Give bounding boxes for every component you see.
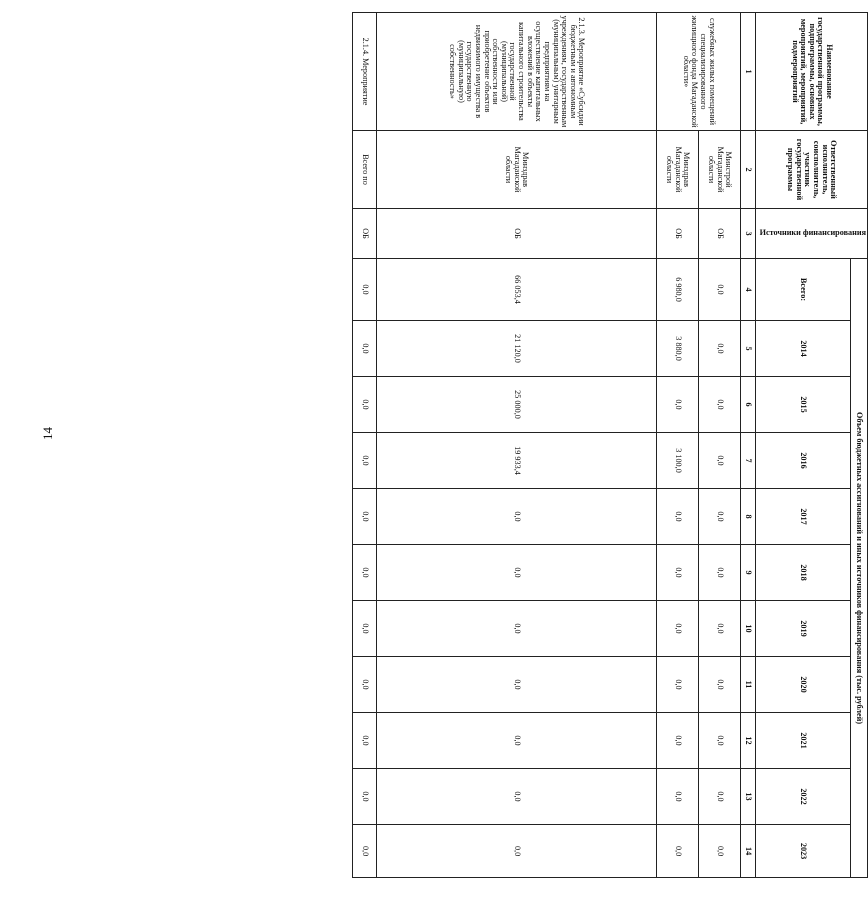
row-value: 0,0 bbox=[352, 713, 376, 769]
column-number: 4 bbox=[740, 259, 755, 321]
header-year: 2021 bbox=[755, 713, 850, 769]
row-value: 0,0 bbox=[376, 489, 656, 545]
column-number: 8 bbox=[740, 489, 755, 545]
column-number-row bbox=[740, 13, 755, 878]
funding-table-frame bbox=[352, 12, 868, 877]
row-value: 0,0 bbox=[656, 545, 698, 601]
row-value: 6 980,0 bbox=[656, 259, 698, 321]
header-year: 2020 bbox=[755, 657, 850, 713]
row-executor: Всего по bbox=[352, 131, 376, 209]
row-source: ОБ bbox=[376, 209, 656, 259]
row-value: 0,0 bbox=[656, 657, 698, 713]
row-value: 0,0 bbox=[376, 713, 656, 769]
row-value: 25 000,0 bbox=[376, 377, 656, 433]
row-name: служебных жилых помещений специализированного жилищного фонда Магаданской области» bbox=[656, 13, 740, 131]
header-source: Источники финансирования bbox=[759, 228, 866, 238]
table-row bbox=[698, 13, 740, 878]
row-value: 0,0 bbox=[698, 601, 740, 657]
row-value: 0,0 bbox=[376, 769, 656, 825]
row-value: 0,0 bbox=[656, 825, 698, 878]
row-value: 0,0 bbox=[698, 321, 740, 377]
row-value: 0,0 bbox=[352, 545, 376, 601]
column-number: 3 bbox=[740, 209, 755, 259]
column-number: 11 bbox=[740, 657, 755, 713]
row-value: 66 053,4 bbox=[376, 259, 656, 321]
funding-table bbox=[352, 12, 868, 878]
row-value: 0,0 bbox=[352, 259, 376, 321]
header-executor: Ответственный исполнитель, соисполнитель, участник государственной программы bbox=[755, 131, 867, 209]
header-funding: Объем бюджетных ассигнований и иных источников финансирования (тыс. рублей) bbox=[851, 259, 868, 878]
row-source: ОБ bbox=[656, 209, 698, 259]
row-name: 2.1.3. Мероприятие «Субсидии бюджетным и автономным учреждениям, государственным (муниципальным) унитарным предприятиям на осуществление капитальных вложений в объекты капитального строительства государственной (муниципальной) собственности или приобретение объектов недвижимого имущества в государственную (муниципальную) собственность» bbox=[376, 13, 656, 131]
column-number: 14 bbox=[740, 825, 755, 878]
header-year: 2015 bbox=[755, 377, 850, 433]
column-number: 13 bbox=[740, 769, 755, 825]
row-value: 0,0 bbox=[698, 657, 740, 713]
row-value: 0,0 bbox=[698, 489, 740, 545]
row-value: 0,0 bbox=[352, 825, 376, 878]
row-value: 0,0 bbox=[698, 545, 740, 601]
row-value: 3 100,0 bbox=[656, 433, 698, 489]
column-number: 1 bbox=[740, 13, 755, 131]
row-value: 0,0 bbox=[352, 489, 376, 545]
row-value: 0,0 bbox=[698, 825, 740, 878]
row-value: 0,0 bbox=[698, 259, 740, 321]
row-value: 0,0 bbox=[352, 433, 376, 489]
row-value: 0,0 bbox=[352, 769, 376, 825]
row-value: 0,0 bbox=[376, 825, 656, 878]
header-row-1 bbox=[851, 13, 868, 878]
row-executor: Минстрой Магаданской области bbox=[698, 131, 740, 209]
header-year: 2018 bbox=[755, 545, 850, 601]
row-value: 0,0 bbox=[376, 545, 656, 601]
row-value: 0,0 bbox=[352, 601, 376, 657]
row-value: 0,0 bbox=[352, 321, 376, 377]
row-value: 0,0 bbox=[656, 489, 698, 545]
column-number: 7 bbox=[740, 433, 755, 489]
row-value: 0,0 bbox=[352, 657, 376, 713]
row-value: 3 880,0 bbox=[656, 321, 698, 377]
row-value: 0,0 bbox=[698, 769, 740, 825]
row-value: 0,0 bbox=[656, 601, 698, 657]
row-name: 2.1.4. Мероприятие bbox=[352, 13, 376, 131]
header-year: 2014 bbox=[755, 321, 850, 377]
row-value: 21 120,0 bbox=[376, 321, 656, 377]
header-year: 2023 bbox=[755, 825, 850, 878]
header-year: 2019 bbox=[755, 601, 850, 657]
header-year: 2017 bbox=[755, 489, 850, 545]
table-row bbox=[376, 13, 656, 878]
page-number: 14 bbox=[40, 427, 55, 440]
header-total: Всего: bbox=[755, 259, 850, 321]
row-value: 0,0 bbox=[656, 713, 698, 769]
row-value: 0,0 bbox=[698, 377, 740, 433]
column-number: 12 bbox=[740, 713, 755, 769]
row-source: ОБ bbox=[352, 209, 376, 259]
row-value: 0,0 bbox=[352, 377, 376, 433]
table-row bbox=[656, 13, 698, 878]
row-value: 0,0 bbox=[376, 657, 656, 713]
column-number: 5 bbox=[740, 321, 755, 377]
row-value: 0,0 bbox=[376, 601, 656, 657]
row-value: 0,0 bbox=[698, 713, 740, 769]
header-year: 2016 bbox=[755, 433, 850, 489]
column-number: 2 bbox=[740, 131, 755, 209]
row-value: 0,0 bbox=[656, 769, 698, 825]
header-source-cell bbox=[755, 209, 867, 259]
row-value: 0,0 bbox=[656, 377, 698, 433]
row-value: 0,0 bbox=[698, 433, 740, 489]
header-year: 2022 bbox=[755, 769, 850, 825]
table-row bbox=[352, 13, 376, 878]
header-name: Наименование государственной программы, подпрограммы, основных мероприятий, мероприятий, подмероприятий bbox=[755, 13, 867, 131]
row-source: ОБ bbox=[698, 209, 740, 259]
column-number: 9 bbox=[740, 545, 755, 601]
row-executor: Минздрав Магаданской области bbox=[656, 131, 698, 209]
row-executor: Минздрав Магаданской области bbox=[376, 131, 656, 209]
column-number: 6 bbox=[740, 377, 755, 433]
row-value: 19 933,4 bbox=[376, 433, 656, 489]
column-number: 10 bbox=[740, 601, 755, 657]
